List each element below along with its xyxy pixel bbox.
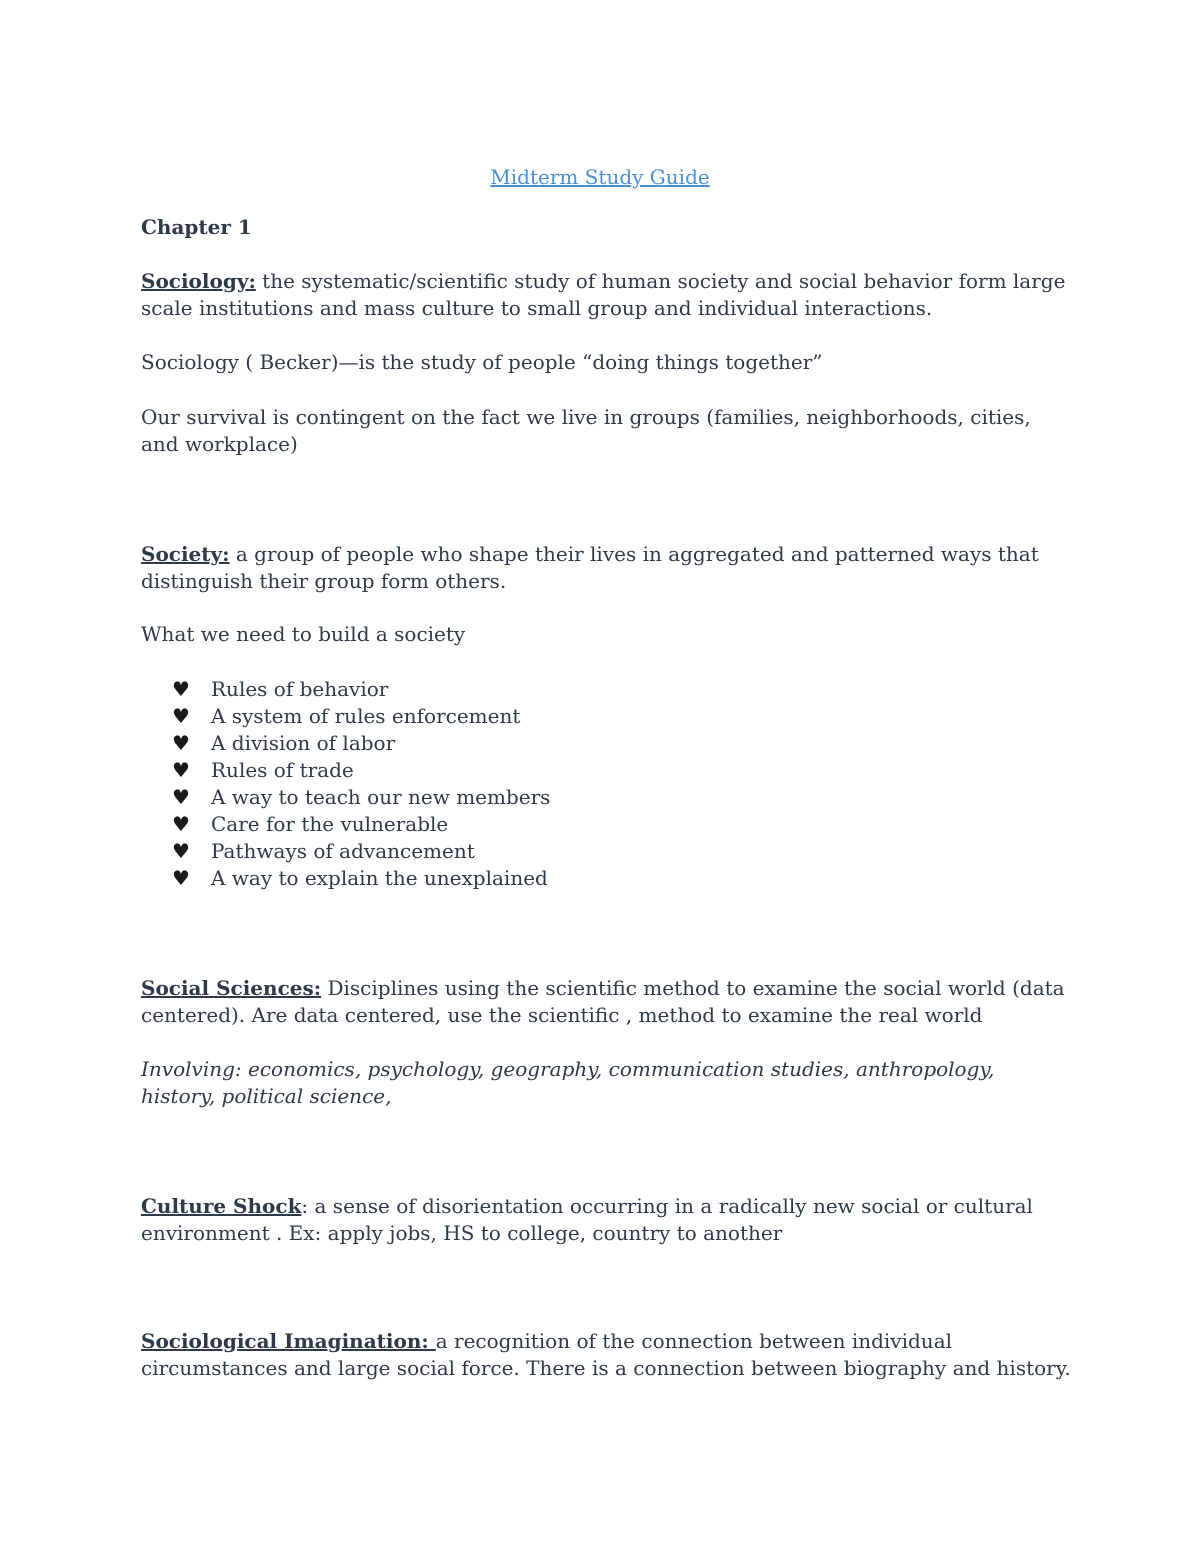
culture-shock-term: Culture Shock	[141, 1194, 302, 1218]
heart-icon: ♥	[172, 704, 190, 728]
sociology-definition-paragraph	[141, 268, 1071, 322]
society-term: Society:	[141, 542, 230, 566]
page-title: Midterm Study Guide	[490, 165, 710, 189]
heart-icon: ♥	[172, 677, 190, 701]
list-item	[172, 676, 550, 703]
list-item-label: A way to teach our new members	[211, 785, 551, 809]
sociology-definition: the systematic/scientific study of human society and social behavior form large scale institutions and mass culture to small group and individual interactions.	[141, 269, 1066, 320]
build-society-intro: What we need to build a society	[141, 622, 466, 646]
sociological-imagination-paragraph	[141, 1328, 1071, 1382]
chapter-heading: Chapter 1	[141, 215, 252, 239]
society-definition-paragraph	[141, 541, 1071, 595]
list-item	[172, 838, 550, 865]
social-sciences-term: Social Sciences:	[141, 976, 322, 1000]
list-item	[172, 865, 550, 892]
becker-paragraph: Sociology ( Becker)—is the study of people “doing things together”	[141, 350, 823, 374]
heart-icon: ♥	[172, 785, 190, 809]
list-item	[172, 730, 550, 757]
list-item-label: Care for the vulnerable	[211, 812, 449, 836]
list-item	[172, 757, 550, 784]
sociological-imagination-definition: a recognition of the connection between individual circumstances and large social force. There is a connection between biography and history.	[141, 1329, 1071, 1380]
culture-shock-definition: : a sense of disorientation occurring in a radically new social or cultural environment . Ex: apply jobs, HS to college, country to another	[141, 1194, 1033, 1245]
build-society-list	[172, 676, 550, 892]
list-item-label: A division of labor	[211, 731, 396, 755]
survival-paragraph: Our survival is contingent on the fact we live in groups (families, neighborhoods, cities, and workplace)	[141, 405, 1031, 456]
list-item	[172, 784, 550, 811]
heart-icon: ♥	[172, 758, 190, 782]
culture-shock-paragraph	[141, 1193, 1071, 1247]
list-item-label: A system of rules enforcement	[211, 704, 521, 728]
list-item-label: Rules of behavior	[211, 677, 389, 701]
heart-icon: ♥	[172, 839, 190, 863]
sociology-term: Sociology:	[141, 269, 256, 293]
heart-icon: ♥	[172, 812, 190, 836]
list-item	[172, 811, 550, 838]
society-definition: a group of people who shape their lives in aggregated and patterned ways that distinguish their group form others.	[141, 542, 1039, 593]
list-item-label: Pathways of advancement	[211, 839, 475, 863]
heart-icon: ♥	[172, 866, 190, 890]
list-item-label: Rules of trade	[211, 758, 354, 782]
social-sciences-paragraph	[141, 975, 1071, 1029]
involving-paragraph: Involving: economics, psychology, geography, communication studies, anthropology, history, political science,	[141, 1057, 995, 1108]
social-sciences-definition: Disciplines using the scientific method to examine the social world (data centered). Are data centered, use the scientific , method to examine the real world	[141, 976, 1065, 1027]
sociological-imagination-term: Sociological Imagination:	[141, 1329, 436, 1353]
list-item	[172, 703, 550, 730]
heart-icon: ♥	[172, 731, 190, 755]
list-item-label: A way to explain the unexplained	[211, 866, 548, 890]
